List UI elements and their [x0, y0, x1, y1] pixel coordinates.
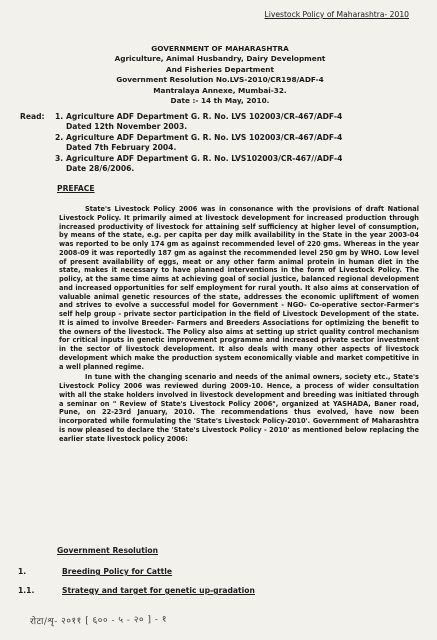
gov-line-6: Date :- 14 th May, 2010. [170, 96, 270, 106]
section-1-1-title: Strategy and target for genetic up-gradation [62, 586, 255, 595]
gov-line-3: And Fisheries Department [166, 64, 274, 74]
running-header: Livestock Policy of Maharashtra- 2010 [264, 10, 409, 19]
reference-item: 1. Agriculture ADF Department G. R. No. LVS 102003/CR-467/ADF-4 Dated 12th November 2003. [55, 112, 343, 131]
gov-line-2: Agriculture, Animal Husbandry, Dairy Development [114, 54, 326, 64]
section-1-number: 1. [18, 567, 27, 576]
section-1-title: Breeding Policy for Cattle [62, 567, 173, 576]
preface-paragraph-2: In tune with the changing scenario and needs of the animal owners, society etc., State's Livestock Policy 2006 was reviewed during 2009-10. Hence, a process of wider consultation with all the stake holders involved in livestock development and breeding was initiated through a seminar on " Review of State's Livestock Policy 2006", organized at YASHADA, Baner road, Pune, on 22-23rd January, 2010. The recommendations thus evolved, have now been incorporated while formulating the 'State's Livestock Policy-2010'. Government of Maharashtra is now pleased to declare the 'State's Livestock Policy - 2010' as mentioned below replacing the earlier state livestock policy 2006: [59, 373, 419, 443]
handwritten-reference: रोटा/शृ- २०११ [ ६०० - ५ - २० ] - १ [29, 614, 168, 628]
government-block [60, 44, 380, 106]
preface-heading: PREFACE [57, 184, 95, 193]
preface-paragraph-1: State's Livestock Policy 2006 was in consonance with the provisions of draft National Livestock Policy. It primarily aimed at livestock development for increased production through increased productivity of livestock for attaining self sufficiency at higher level of consumption, by means of the state, e.g. per capita per day milk availability in the State in the year 2003-04 was reported to be only 174 gm as against recommended level of 220 gms. Whereas in the year 2008-09 it was reportedly 187 gm as against the recommended level 250 gm by WHO. Low level of present availability of eggs, meat or any other farm animal protein in human diet in the state, makes it necessary to have planned interventions in the form of Livestock Policy. The policy, at the same time aims at achieving goal of social justice, balanced regional development and increased opportunities for self employment for rural youth. It also aims at conservation of valuable animal genetic resources of the state, addresses the economic upliftment of women and strives to evolve a successful model for Government - NGO- Co-operative sector-Farmer's self help group - private sector participation in the field of Livestock Development of the state. It is aimed to involve Breeder- Farmers and Breeders Associations for optimizing the benefit to the owners of the livestock. The Policy also aims at setting up strict quality control mechanism for critical inputs in genetic improvement programme and increased private sector investment in the sector of livestock development. It also deals with many other aspects of livestock development which make the production system economically viable and market competitive in a well planned regime. [59, 205, 419, 371]
preface-body [59, 205, 419, 445]
reference-item: 2. Agriculture ADF Department G. R. No. LVS 102003/CR-467/ADF-4 Dated 7th February 2004. [55, 132, 343, 152]
gov-line-1: GOVERNMENT OF MAHARASHTRA [151, 44, 289, 53]
reference-item: 3. Agriculture ADF Department G. R. No. LVS102003/CR-467//ADF-4 Date 28/6/2006. [55, 153, 343, 173]
section-1-1-number: 1.1. [18, 586, 35, 595]
gov-line-4: Government Resolution No.LVS-2010/CR198/ADF-4 [116, 75, 324, 85]
section-heading-gov-resolution: Government Resolution [57, 546, 159, 555]
read-label: Read: [20, 112, 45, 121]
gov-line-5: Mantralaya Annexe, Mumbai-32. [153, 85, 287, 95]
